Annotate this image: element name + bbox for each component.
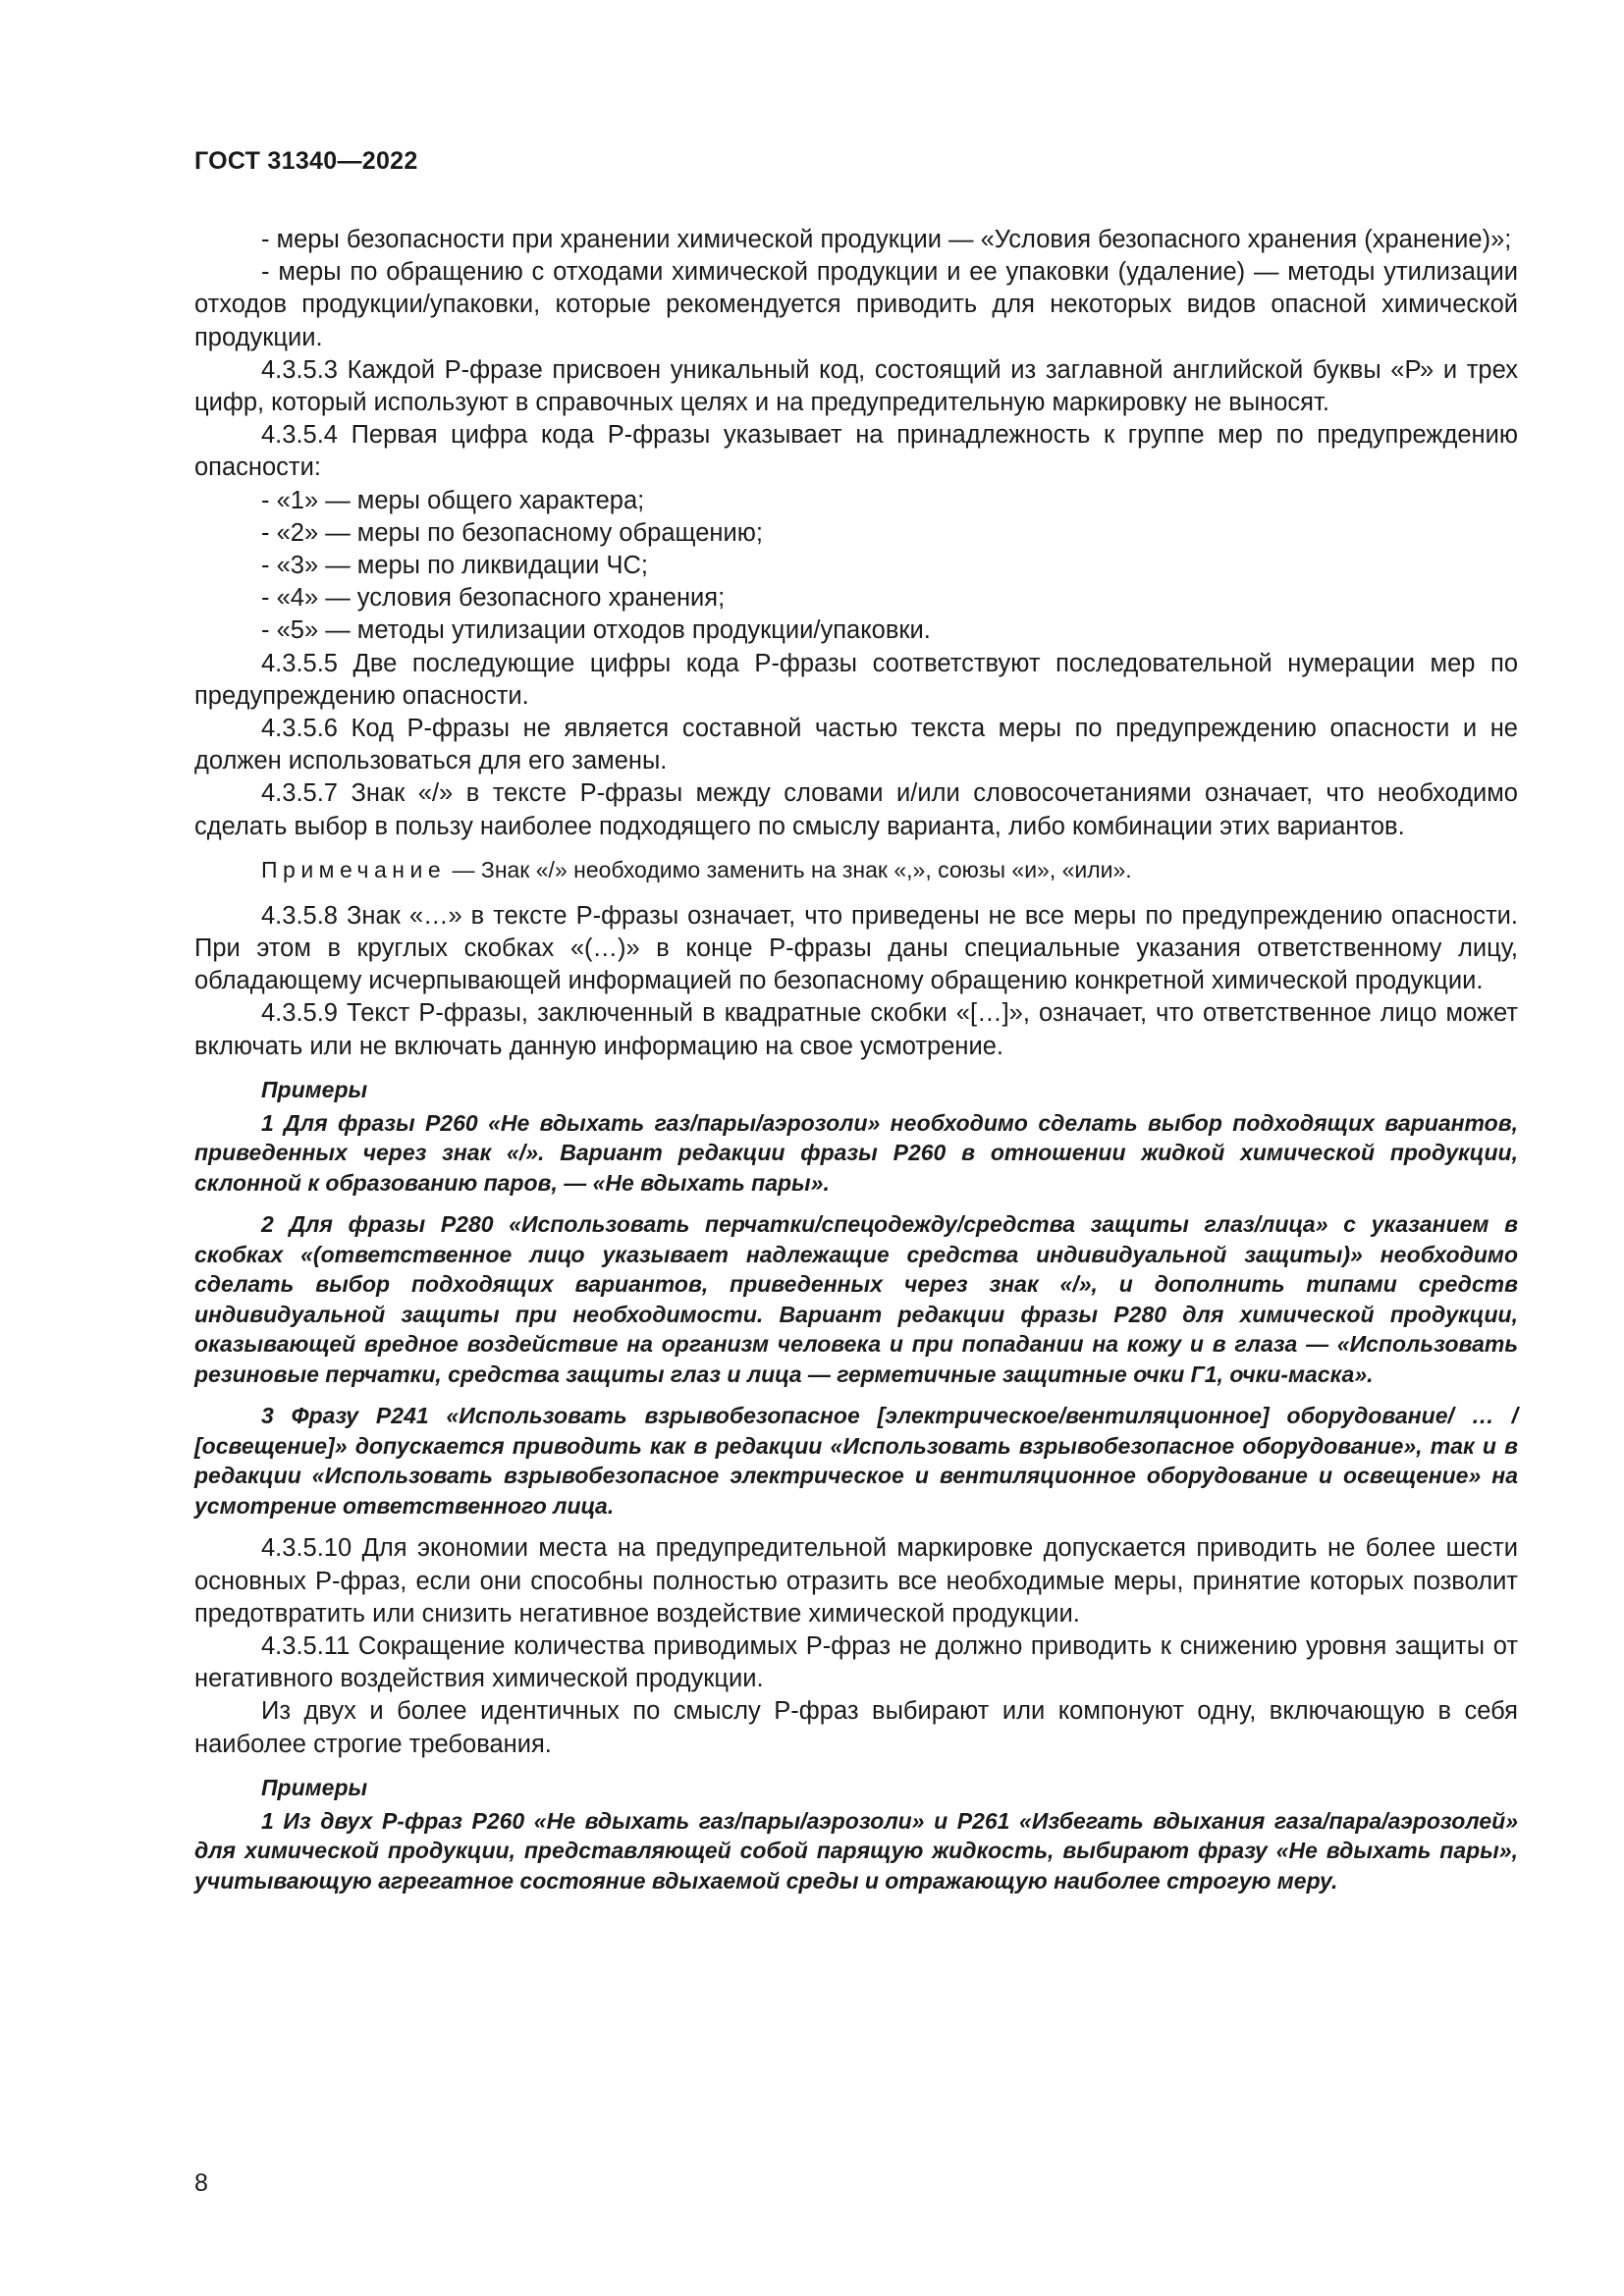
examples-title: Примеры (261, 1774, 368, 1800)
example: 1 Из двух Р-фраз Р260 «Не вдыхать газ/пары/аэрозоли» и Р261 «Избегать вдыхания газа/пара/аэрозолей» для химической продукции, представляющей собой парящую жидкость, выбирают фразу «Не вдыхать пары», учитывающую агрегатное состояние вдыхаемой среды и отражающую наиболее строгую меру. (194, 1807, 1518, 1894)
list-item: - «2» — меры по безопасному обращению; (261, 518, 763, 547)
paragraph: 4.3.5.8 Знак «…» в тексте Р-фразы означает, что приведены не все меры по предупреждению опасности. При этом в круглых скобках «(…)» в конце Р-фразы даны специальные указания ответственному лицу, обладающему исчерпывающей информацией по безопасному обращению конкретной химической продукции. (194, 901, 1518, 995)
example: 1 Для фразы Р260 «Не вдыхать газ/пары/аэрозоли» необходимо сделать выбор подходящих вариантов, приведенных через знак «/». Вариант редакции фразы Р260 в отношении жидкой химической продукции, склонной к образованию паров, — «Не вдыхать пары». (194, 1109, 1518, 1196)
paragraph: 4.3.5.7 Знак «/» в тексте Р-фразы между словами и/или словосочетаниями означает, что необходимо сделать выбор в пользу наиболее подходящего по смыслу варианта, либо комбинации этих вариантов. (194, 779, 1518, 840)
paragraph: 4.3.5.5 Две последующие цифры кода Р-фразы соответствуют последовательной нумерации мер по предупреждению опасности. (194, 649, 1518, 710)
list-item: - «3» — меры по ликвидации ЧС; (261, 552, 648, 580)
paragraph: 4.3.5.4 Первая цифра кода Р-фразы указывает на принадлежность к группе мер по предупреждению опасности: (194, 421, 1518, 482)
paragraph: 4.3.5.11 Сокращение количества приводимых Р-фраз не должно приводить к снижению уровня защиты от негативного воздействия химической продукции. (194, 1631, 1518, 1693)
list-item: - «5» — методы утилизации отходов продукции/упаковки. (261, 616, 931, 645)
examples-title: Примеры (261, 1076, 368, 1102)
paragraph: 4.3.5.9 Текст Р-фразы, заключенный в квадратные скобки «[…]», означает, что ответственное лицо может включать или не включать данную информацию на свое усмотрение. (194, 999, 1518, 1060)
note (194, 855, 1518, 884)
paragraph: 4.3.5.6 Код Р-фразы не является составной частью текста меры по предупреждению опасности и не должен использоваться для его замены. (194, 715, 1518, 775)
list-item: - «4» — условия безопасного хранения; (261, 584, 726, 613)
paragraph: - меры безопасности при хранении химической продукции — «Условия безопасного хранения (хранение)»; (261, 226, 1512, 253)
page-number: 8 (194, 2169, 208, 2197)
note-label: Примечание (261, 856, 447, 882)
paragraph: Из двух и более идентичных по смыслу Р-фраз выбирают или компонуют одну, включающую в себя наиболее строгие требования. (194, 1697, 1518, 1758)
example: 2 Для фразы Р280 «Использовать перчатки/спецодежду/средства защиты глаз/лица» с указанием в скобках «(ответственное лицо указывает надлежащие средства индивидуальной защиты)» необходимо сделать выбор подходящих вариантов, приведенных через знак «/», и дополнить типами средств индивидуальной защиты при необходимости. Вариант редакции фразы Р280 для химической продукции, оказывающей вредное воздействие на организм человека и при попадании на кожу и в глаза — «Использовать резиновые перчатки, средства защиты глаз и лица — герметичные защитные очки Г1, очки-маска». (194, 1211, 1518, 1387)
note-text: — Знак «/» необходимо заменить на знак «,», союзы «и», «или». (446, 856, 1132, 882)
paragraph: 4.3.5.10 Для экономии места на предупредительной маркировке допускается приводить не более шести основных Р-фраз, если они способны полностью отразить все необходимые меры, принятие которых позволит предотвратить или снизить негативное воздействие химической продукции. (194, 1534, 1518, 1628)
document-header: ГОСТ 31340—2022 (194, 147, 418, 175)
paragraph: 4.3.5.3 Каждой Р-фразе присвоен уникальный код, состоящий из заглавной английской буквы «Р» и трех цифр, который используют в справочных целях и на предупредительную маркировку не выносят. (194, 355, 1518, 417)
example: 3 Фразу Р241 «Использовать взрывобезопасное [электрическое/вентиляционное] оборудование/ … / [освещение]» допускается приводить как в редакции «Использовать взрывобезопасное оборудование», так и в редакции «Использовать взрывобезопасное электрическое и вентиляционное оборудование и освещение» на усмотрение ответственного лица. (194, 1403, 1518, 1519)
paragraph: - меры по обращению с отходами химической продукции и ее упаковки (удаление) — методы утилизации отходов продукции/упаковки, которые рекомендуется приводить для некоторых видов опасной химической продукции. (194, 258, 1518, 351)
document-body (194, 224, 1518, 1907)
list-item: - «1» — меры общего характера; (261, 486, 645, 514)
